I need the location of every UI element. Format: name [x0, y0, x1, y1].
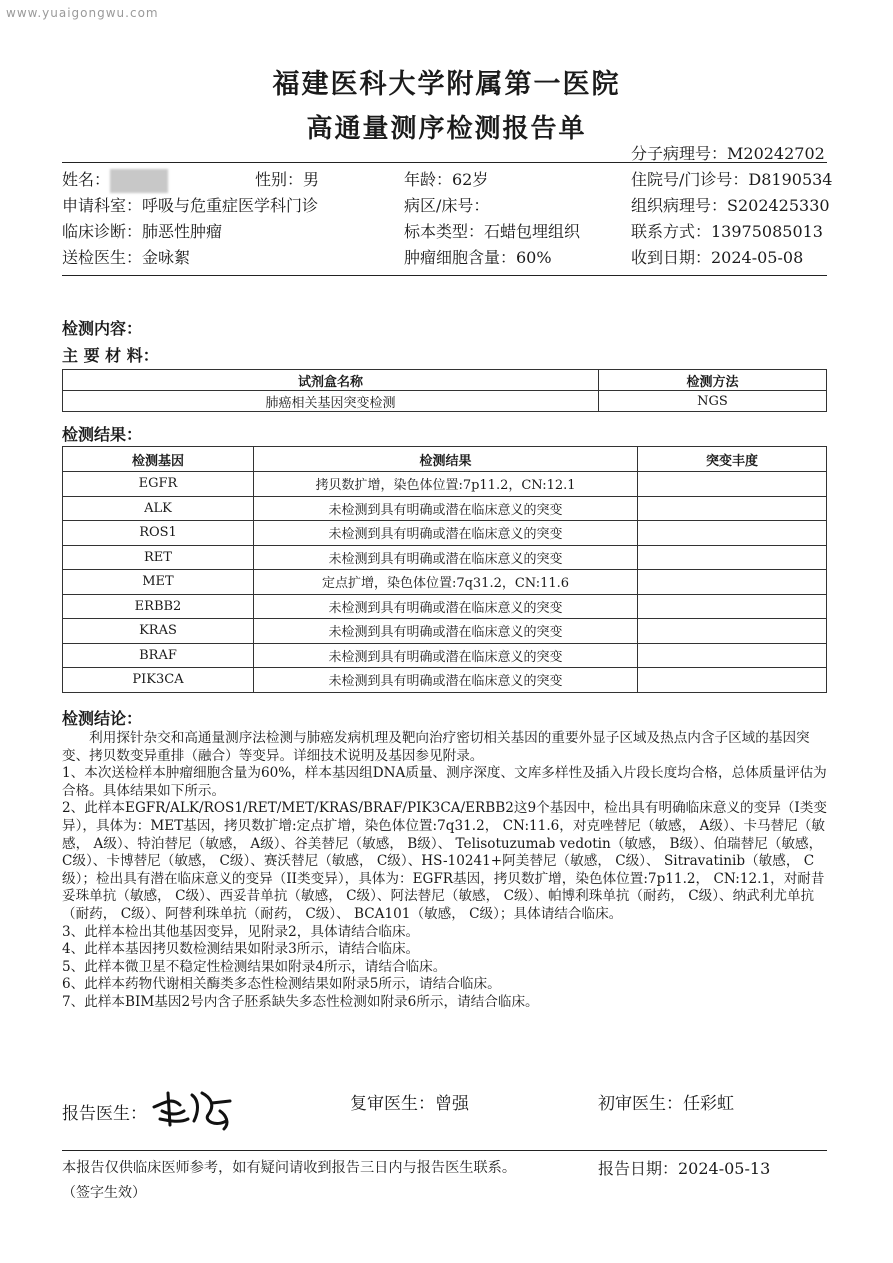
abundance-cell	[638, 668, 827, 693]
result-cell: 未检测到具有明确或潜在临床意义的突变	[254, 619, 638, 644]
abundance-cell	[638, 643, 827, 668]
doctor-signature	[150, 1085, 240, 1135]
table-row	[63, 545, 827, 570]
results-table	[62, 446, 827, 693]
molecular-pathology-no: 分子病理号：M20242702	[631, 144, 825, 163]
gene-cell: ALK	[63, 496, 254, 521]
abundance-cell	[638, 496, 827, 521]
conclusion-paragraph: 利用探针杂交和高通量测序法检测与肺癌发病机理及靶向治疗密切相关基因的重要外显子区域及热点内含子区域的基因突变、拷贝数变异重排（融合）等变异。详细技术说明及基因参见附录。	[62, 730, 810, 764]
abundance-cell	[638, 619, 827, 644]
results-header-gene: 检测基因	[63, 447, 254, 472]
patient-gender: 性别：男	[255, 170, 320, 189]
table-row	[63, 619, 827, 644]
result-cell: 未检测到具有明确或潜在临床意义的突变	[254, 668, 638, 693]
conclusion-paragraph: 1、本次送检样本肿瘤细胞含量为60%，样本基因组DNA质量、测序深度、文库多样性及插入片段长度均合格，总体质量评估为合格。具体结果如下所示。	[62, 765, 827, 799]
section-conclusion: 检测结论：	[62, 709, 143, 728]
method-name: NGS	[599, 391, 827, 412]
request-dept	[62, 193, 318, 216]
section-materials: 主 要 材 料：	[62, 346, 159, 365]
conclusion-paragraph: 3、此样本检出其他基因变异，见附录2，具体请结合临床。	[62, 923, 420, 940]
table-row	[63, 472, 827, 497]
tumor-cell-content: 肿瘤细胞含量：60%	[404, 248, 552, 267]
result-cell: 未检测到具有明确或潜在临床意义的突变	[254, 521, 638, 546]
conclusion-paragraph: 2、此样本EGFR/ALK/ROS1/RET/MET/KRAS/BRAF/PIK3CA/ERBB2这9个基因中，检出具有明确临床意义的变异（I类变异），具体为：MET基因，拷贝数扩增:定点扩增，染色体位置:7q31.2， CN:11.6，对克唑替尼（敏感， A级）、卡马替尼（敏感， A级）、特泊替尼（敏感， A级）、谷美替尼（敏感， B级）、 Telisotuzumab vedotin（敏感， B级）、伯瑞替尼（敏感， C级）、卡博替尼（敏感， C级）、赛沃替尼（敏感， C级）、HS-10241+阿美替尼（敏感， C级）、 Sitravatinib（敏感， C级）；检出具有潜在临床意义的变异（II类变异），具体为：EGFR基因，拷贝数扩增，染色体位置:7p11.2， CN:12.1，对耐昔妥珠单抗（敏感， C级）、西妥昔单抗（敏感， C级）、阿法替尼（敏感， C级）、帕博利珠单抗（耐药， C级）、纳武利尤单抗（耐药， C级）、阿替利珠单抗（耐药， C级）、 BCA101（敏感， C级）；具体请结合临床。	[62, 800, 827, 922]
report-title: 高通量测序检测报告单	[306, 114, 587, 144]
inpatient-no: 住院号/门诊号：D8190534	[631, 170, 833, 189]
result-cell: 定点扩增，染色体位置:7q31.2，CN:11.6	[254, 570, 638, 595]
info-divider	[62, 275, 827, 276]
abundance-cell	[638, 472, 827, 497]
table-row	[63, 570, 827, 595]
redacted-name	[110, 169, 168, 193]
received-date: 收到日期：2024-05-08	[631, 248, 804, 267]
gene-cell: MET	[63, 570, 254, 595]
referring-doctor: 送检医生：金咏絮	[62, 248, 191, 267]
clinical-diagnosis: 临床诊断：肺恶性肿瘤	[62, 222, 223, 241]
result-cell: 未检测到具有明确或潜在临床意义的突变	[254, 594, 638, 619]
abundance-cell	[638, 521, 827, 546]
table-row	[63, 643, 827, 668]
table-row	[63, 391, 827, 412]
table-row	[63, 668, 827, 693]
result-cell: 未检测到具有明确或潜在临床意义的突变	[254, 643, 638, 668]
gene-cell: ERBB2	[63, 594, 254, 619]
kit-name: 肺癌相关基因突变检测	[63, 391, 599, 412]
conclusion-paragraph: 7、此样本BIM基因2号内含子胚系缺失多态性检测如附录6所示，请结合临床。	[62, 993, 539, 1010]
footer-notice: 本报告仅供临床医师参考，如有疑问请收到报告三日内与报告医生联系。	[62, 1160, 517, 1176]
abundance-cell	[638, 570, 827, 595]
ward-bed: 病区/床号：	[404, 196, 490, 215]
results-header-result: 检测结果	[254, 447, 638, 472]
name-label: 姓名：	[62, 170, 111, 189]
footer-divider	[62, 1150, 827, 1151]
conclusion-paragraph: 4、此样本基因拷贝数检测结果如附录3所示，请结合临床。	[62, 941, 420, 958]
gene-cell: ROS1	[63, 521, 254, 546]
table-row	[63, 521, 827, 546]
patient-name	[62, 167, 168, 193]
first-review-doctor: 初审医生：任彩虹	[598, 1094, 734, 1114]
abundance-cell	[638, 545, 827, 570]
review-doctor: 复审医生：曾强	[350, 1094, 469, 1114]
section-results: 检测结果：	[62, 425, 143, 444]
abundance-cell	[638, 594, 827, 619]
result-cell: 未检测到具有明确或潜在临床意义的突变	[254, 545, 638, 570]
materials-header-kit: 试剂盒名称	[63, 370, 599, 391]
gene-cell: EGFR	[63, 472, 254, 497]
dept-value: 呼吸与危重症医学科门诊	[142, 196, 319, 215]
conclusion-paragraph: 5、此样本微卫星不稳定性检测结果如附录4所示，请结合临床。	[62, 958, 447, 975]
gene-cell: PIK3CA	[63, 668, 254, 693]
conclusion-paragraph: 6、此样本药物代谢相关酶类多态性检测结果如附录5所示，请结合临床。	[62, 976, 501, 993]
sign-note: （签字生效）	[62, 1185, 146, 1201]
specimen-type: 标本类型：石蜡包埋组织	[404, 222, 581, 241]
watermark: www.yuaigongwu.com	[6, 6, 159, 20]
section-content: 检测内容：	[62, 319, 143, 338]
tissue-pathology-no: 组织病理号：S202425330	[631, 196, 830, 215]
materials-header-method: 检测方法	[599, 370, 827, 391]
conclusion-text	[62, 730, 832, 1012]
patient-age: 年龄：62岁	[404, 170, 489, 189]
gene-cell: RET	[63, 545, 254, 570]
table-row	[63, 594, 827, 619]
result-cell: 拷贝数扩增，染色体位置:7p11.2，CN:12.1	[254, 472, 638, 497]
contact-info: 联系方式：13975085013	[631, 222, 823, 241]
report-doctor-label: 报告医生：	[62, 1104, 147, 1124]
gene-cell: BRAF	[63, 643, 254, 668]
materials-table	[62, 369, 827, 412]
results-header-abundance: 突变丰度	[638, 447, 827, 472]
hospital-name: 福建医科大学附属第一医院	[272, 69, 621, 100]
header-divider	[62, 162, 827, 163]
dept-label: 申请科室：	[62, 196, 143, 215]
result-cell: 未检测到具有明确或潜在临床意义的突变	[254, 496, 638, 521]
gene-cell: KRAS	[63, 619, 254, 644]
report-date: 报告日期：2024-05-13	[598, 1159, 771, 1178]
table-row	[63, 496, 827, 521]
